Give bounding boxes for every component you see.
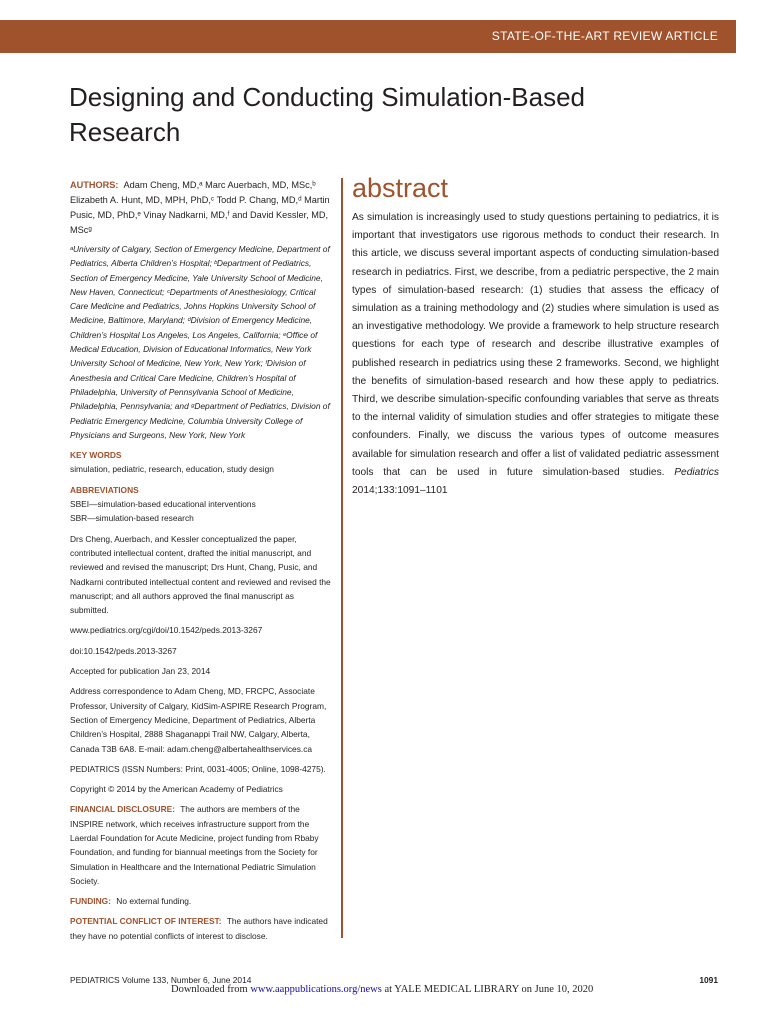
- authors-text: Adam Cheng, MD,ᵃ Marc Auerbach, MD, MSc,ᵇ Elizabeth A. Hunt, MD, MPH, PhD,ᶜ Todd P. Chang, MD,ᵈ Martin Pusic, MD, PhD,ᵉ Vinay Nadkarni, MD,ᶠ and David Kessler, MD, MScᵍ: [70, 180, 330, 235]
- doi: doi:10.1542/peds.2013-3267: [70, 645, 177, 656]
- issn: PEDIATRICS (ISSN Numbers: Print, 0031-4005; Online, 1098-4275).: [70, 763, 326, 774]
- keywords-label: KEY WORDS: [70, 450, 122, 461]
- article-info-column: [70, 178, 332, 949]
- abstract-text: As simulation is increasingly used to study questions pertaining to pediatrics, it is important that investigators use rigorous methods to conduct their research. In this article, we discuss several important aspects of conducting simulation-based research in pediatrics. First, we describe, from a pediatric perspective, the 2 main types of simulation-based research: (1) studies that assess the efficacy of simulation as a training methodology and (2) studies where simulation is used as an investigative methodology. We provide a framework to help structure research questions for each type of research and describe illustrative examples of published research in pediatrics using these 2 frameworks. Second, we highlight the benefits of simulation-based research and how these apply to pediatrics. Third, we describe simulation-specific confounding variables that serve as threats to the internal validity of simulation studies and offer strategies to mitigate these confounders. Finally, we discuss the various types of outcome measures available for simulation research and offer a list of validated pediatric assessment tools that can be used in future simulation-based studies.: [352, 212, 719, 478]
- funding-text: No external funding.: [116, 896, 192, 907]
- citation-journal: Pediatrics: [674, 466, 719, 478]
- accepted-date: Accepted for publication Jan 23, 2014: [70, 666, 211, 677]
- abbreviation-sbr: SBR—simulation-based research: [70, 513, 194, 524]
- conflict-label: POTENTIAL CONFLICT OF INTEREST:: [70, 916, 222, 927]
- correspondence: Address correspondence to Adam Cheng, MD, FRCPC, Associate Professor, University of Calgary, KidSim-ASPIRE Research Program, Section of Emergency Medicine, Department of Pediatrics, Alberta Children’s Hospital, 2888 Shaganappi Trail NW, Calgary, Alberta, Canada T3B 6A8. E-mail: adam.cheng@albertahealthservices.ca: [70, 686, 327, 754]
- article-type-label: STATE-OF-THE-ART REVIEW ARTICLE: [491, 29, 718, 43]
- keywords-text: simulation, pediatric, research, education, study design: [70, 464, 274, 475]
- financial-disclosure: [70, 802, 332, 888]
- abstract-body: [352, 209, 719, 500]
- conflict-text: The authors have indicated they have no potential conflicts of interest to disclose.: [70, 916, 328, 941]
- keywords-block: [70, 448, 332, 477]
- footer-journal-info: PEDIATRICS Volume 133, Number 6, June 2014: [70, 975, 252, 985]
- conflict-of-interest: [70, 914, 332, 943]
- article-url[interactable]: www.pediatrics.org/cgi/doi/10.1542/peds.2013-3267: [70, 625, 263, 636]
- download-notice: [171, 984, 593, 995]
- financial-text: The authors are members of the INSPIRE network, which receives infrastructure support from the Laerdal Foundation for Acute Medicine, project funding from Rbaby Foundation, and funding for biannual meetings from the Society for Simulation in Healthcare and the International Pediatric Simulation Society.: [70, 804, 319, 886]
- copyright: Copyright © 2014 by the American Academy of Pediatrics: [70, 784, 283, 795]
- download-prefix: Downloaded from: [171, 984, 251, 995]
- page-number: 1091: [699, 975, 718, 985]
- header-banner: [0, 20, 736, 53]
- affiliations: ᵃUniversity of Calgary, Section of Emergency Medicine, Department of Pediatrics, Alberta Children’s Hospital; ᵇDepartment of Pediatrics, Section of Emergency Medicine, Yale University School of Medicine, New Haven, Connecticut; ᶜDepartments of Anesthesiology, Critical Care Medicine and Pediatrics, Johns Hopkins University School of Medicine, Baltimore, Maryland; ᵈDivision of Emergency Medicine, Children’s Hospital Los Angeles, Los Angeles, California; ᵉOffice of Medical Education, Division of Educational Informatics, New York University School of Medicine, New York, New York; ᶠDivision of Anesthesia and Critical Care Medicine, Children’s Hospital of Philadelphia, University of Pennsylvania School of Medicine, Philadelphia, Pennsylvania; and ᵍDepartment of Pediatrics, Division of Pediatric Emergency Medicine, Columbia University College of Physicians and Surgeons, New York, New York: [70, 244, 330, 440]
- authors-block: [70, 178, 332, 238]
- abbreviation-sbei: SBEI—simulation-based educational interventions: [70, 499, 256, 510]
- abbreviations-block: [70, 483, 332, 526]
- column-divider: [341, 178, 343, 938]
- article-title: Designing and Conducting Simulation-Based Research: [69, 82, 585, 147]
- financial-label: FINANCIAL DISCLOSURE:: [70, 804, 175, 815]
- abstract-heading: abstract: [352, 173, 449, 203]
- download-link[interactable]: www.aappublications.org/news: [250, 984, 382, 995]
- funding-label: FUNDING:: [70, 896, 111, 907]
- authors-label: AUTHORS:: [70, 180, 119, 190]
- funding: [70, 894, 332, 908]
- abbreviations-label: ABBREVIATIONS: [70, 484, 139, 495]
- download-suffix: at YALE MEDICAL LIBRARY on June 10, 2020: [381, 984, 594, 995]
- citation-details: 2014;133:1091–1101: [352, 485, 448, 497]
- contributions: Drs Cheng, Auerbach, and Kessler conceptualized the paper, contributed intellectual content, drafted the initial manuscript, and reviewed and revised the manuscript; Drs Hunt, Chang, Pusic, and Nadkarni contributed intellectual content and reviewed and revised the manuscript; and all authors approved the final manuscript as submitted.: [70, 533, 331, 616]
